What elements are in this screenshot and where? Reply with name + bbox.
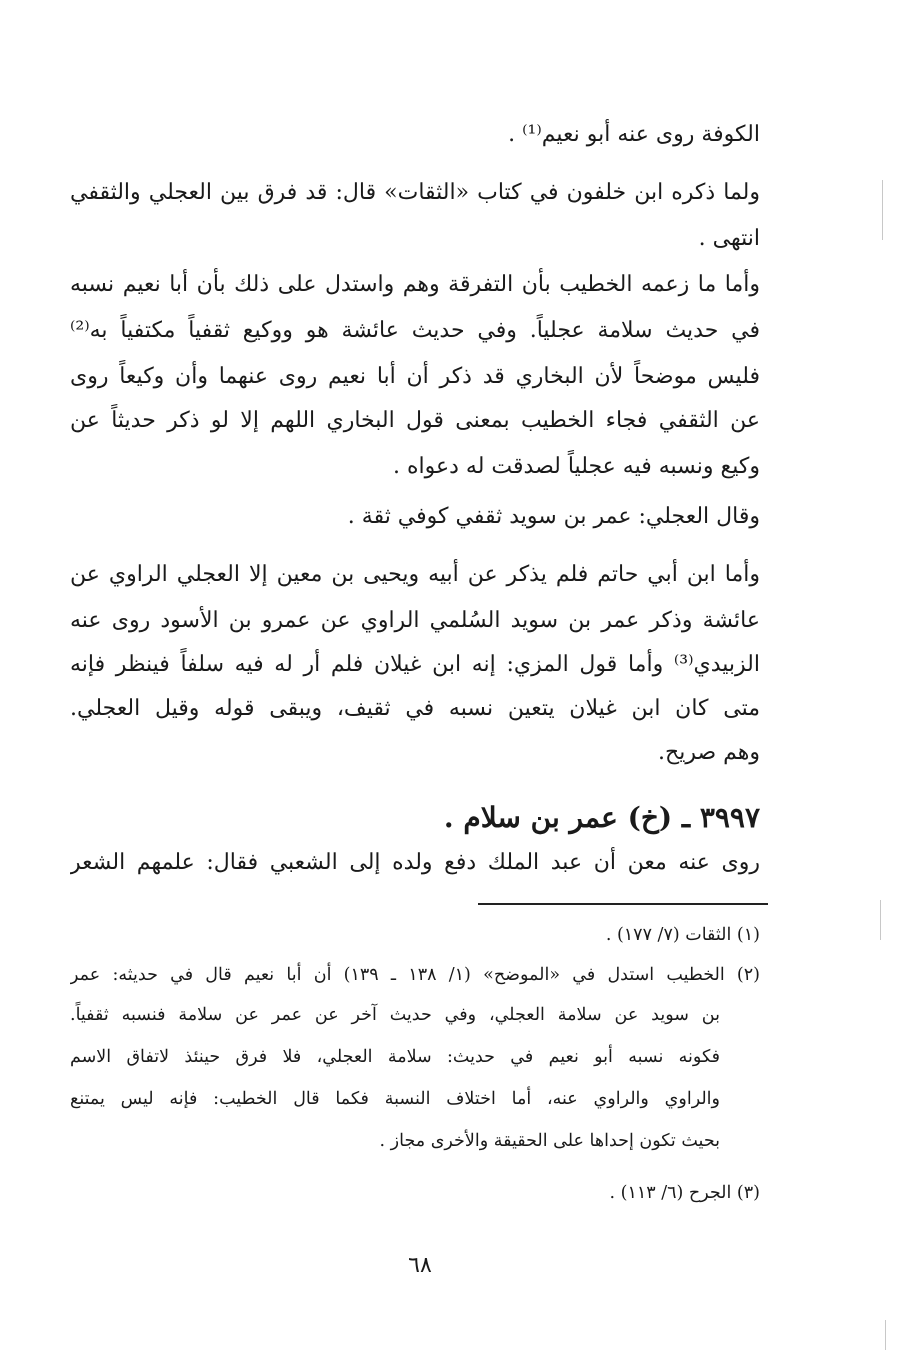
- body-line-10: وأما ابن أبي حاتم فلم يذكر عن أبيه ويحيى بن معين إلا العجلي الراوي عن: [70, 562, 760, 587]
- footnote-2-line-5: بحيث تكون إحداها على الحقيقة والأخرى مجاز .: [379, 1131, 720, 1151]
- body-line-3: انتهى .: [698, 226, 760, 251]
- body-line-5: في حديث سلامة عجلياً. وفي حديث عائشة هو ووكيع ثقفياً مكتفياً به⁽²⁾: [70, 318, 760, 343]
- footnote-2-line-4: والراوي والراوي عنه، أما اختلاف النسبة فكما قال الخطيب: فإنه ليس يمتنع: [70, 1089, 720, 1109]
- footnote-2-line-3: فكونه نسبه أبو نعيم في حديث: سلامة العجلي، فلا فرق حينئذ لاتفاق الاسم: [70, 1047, 720, 1067]
- body-line-12: الزبيدي⁽³⁾ وأما قول المزي: إنه ابن غيلان فلم أر له فيه سلفاً فينظر فإنه: [70, 652, 760, 677]
- body-line-6: فليس موضحاً لأن البخاري قد ذكر أن أبا نعيم روى عنهما وأن وكيعاً روى: [70, 364, 760, 389]
- footnote-3: (٣) الجرح (٦/ ١١٣) .: [609, 1183, 760, 1203]
- scan-mark: [882, 180, 883, 240]
- entry-first-line: روى عنه معن أن عبد الملك دفع ولده إلى الشعبي فقال: علمهم الشعر: [70, 850, 760, 875]
- scan-mark: [885, 1320, 886, 1350]
- body-line-1: الكوفة روى عنه أبو نعيم⁽¹⁾ .: [508, 122, 760, 147]
- body-line-8: وكيع ونسبه فيه عجلياً لصدقت له دعواه .: [393, 454, 760, 479]
- body-line-4: وأما ما زعمه الخطيب بأن التفرقة وهم واستدل على ذلك بأن أبا نعيم نسبه: [70, 272, 760, 297]
- page-number: ٦٨: [408, 1253, 432, 1278]
- body-line-9: وقال العجلي: عمر بن سويد ثقفي كوفي ثقة .: [347, 504, 760, 529]
- body-line-14: وهم صريح.: [658, 740, 760, 765]
- footnote-2-line-2: بن سويد عن سلامة العجلي، وفي حديث آخر عن عمر عن سلامة فنسبه ثقفياً.: [70, 1005, 720, 1025]
- footnote-separator: [478, 903, 768, 905]
- body-line-13: متى كان ابن غيلان يتعين نسبه في ثقيف، ويبقى قوله وقيل العجلي.: [70, 696, 760, 721]
- footnote-1: (١) الثقات (٧/ ١٧٧) .: [605, 925, 760, 945]
- body-line-11: عائشة وذكر عمر بن سويد السُلمي الراوي عن عمرو بن الأسود روى عنه: [70, 608, 760, 633]
- body-line-7: عن الثقفي فجاء الخطيب بمعنى قول البخاري اللهم إلا لو ذكر حديثاً عن: [70, 408, 760, 433]
- body-line-2: ولما ذكره ابن خلفون في كتاب «الثقات» قال: قد فرق بين العجلي والثقفي: [70, 180, 760, 205]
- scan-mark: [880, 900, 881, 940]
- footnote-2-line-1: (٢) الخطيب استدل في «الموضح» (١/ ١٣٨ ـ ١٣٩) أن أبا نعيم قال في حديثه: عمر: [70, 965, 760, 985]
- entry-title: ٣٩٩٧ ـ (خ) عمر بن سلام .: [443, 801, 760, 834]
